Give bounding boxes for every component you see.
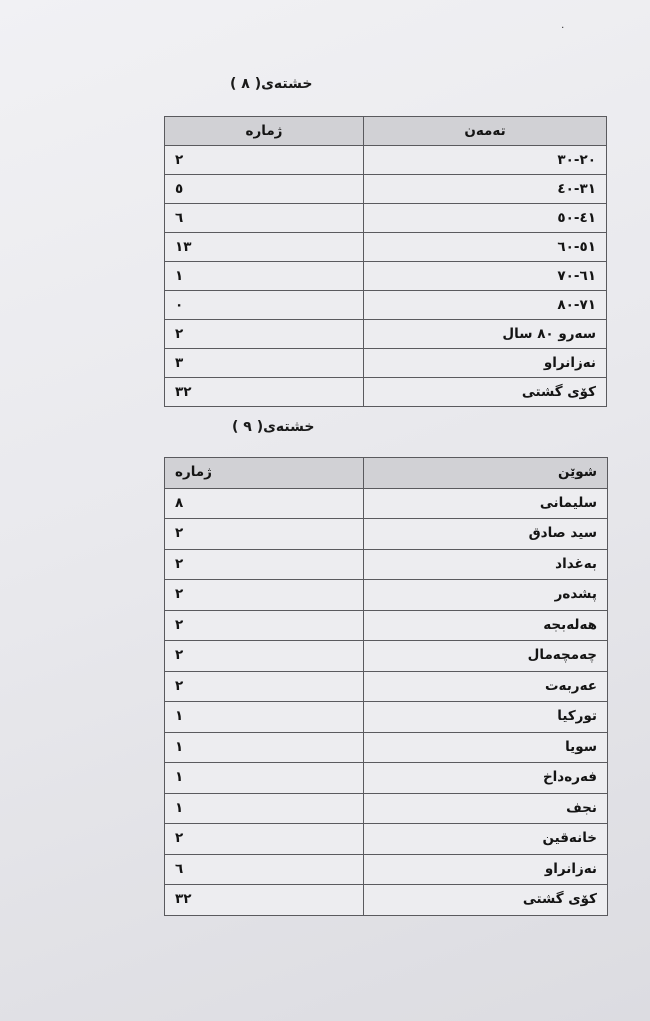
row-count: ١ [165, 262, 364, 291]
row-count: ١ [165, 702, 364, 733]
row-count: ٢ [165, 610, 364, 641]
table-header-row [165, 458, 608, 489]
row-count: ٦ [165, 854, 364, 885]
table-row [165, 854, 608, 885]
row-category: فەرەداخ [364, 763, 608, 794]
age-table [164, 116, 607, 407]
row-count: ٢ [165, 320, 364, 349]
row-count: ٢ [165, 549, 364, 580]
row-count: ١ [165, 763, 364, 794]
row-category: سلیمانی [364, 488, 608, 519]
row-count: ٥ [165, 175, 364, 204]
table-row [165, 763, 608, 794]
table-row [165, 204, 607, 233]
table-8-caption: خشتەی( ٨ ) [230, 76, 313, 92]
row-category: بەغداد [364, 549, 608, 580]
row-category: ٦١-٧٠ [364, 262, 607, 291]
row-count: ٢ [165, 519, 364, 550]
row-count: ١ [165, 732, 364, 763]
row-count: ٠ [165, 291, 364, 320]
row-category: ٤١-٥٠ [364, 204, 607, 233]
row-category: سەرو ٨٠ سال [364, 320, 607, 349]
table-row [165, 146, 607, 175]
row-category: خانەقین [364, 824, 608, 855]
row-category: نەزانراو [364, 854, 608, 885]
row-count: ٨ [165, 488, 364, 519]
row-category: پشدەر [364, 580, 608, 611]
table-row [165, 262, 607, 291]
table-row [165, 641, 608, 672]
row-count: ٢ [165, 580, 364, 611]
table-row [165, 580, 608, 611]
table-row [165, 549, 608, 580]
table-row [165, 671, 608, 702]
location-table-body [165, 458, 608, 916]
row-count: ١٣ [165, 233, 364, 262]
row-category: عەربەت [364, 671, 608, 702]
table-row [165, 349, 607, 378]
column-header-age: تەمەن [364, 117, 607, 146]
table-row [165, 702, 608, 733]
table-row [165, 610, 608, 641]
table-row [165, 233, 607, 262]
row-category: هەلەبجە [364, 610, 608, 641]
row-count: ٣٢ [165, 378, 364, 407]
row-count: ٣٢ [165, 885, 364, 916]
table-row [165, 519, 608, 550]
table-row [165, 320, 607, 349]
row-category: ٧١-٨٠ [364, 291, 607, 320]
table-total-row [165, 378, 607, 407]
row-category: نەزانراو [364, 349, 607, 378]
table-row [165, 732, 608, 763]
row-count: ٣ [165, 349, 364, 378]
row-category: چەمچەمال [364, 641, 608, 672]
row-category: کۆی گشتی [364, 885, 608, 916]
row-category: کۆی گشتی [364, 378, 607, 407]
row-category: نجف [364, 793, 608, 824]
column-header-count: ژمارە [165, 117, 364, 146]
row-category: سویا [364, 732, 608, 763]
table-header-row [165, 117, 607, 146]
row-count: ٢ [165, 824, 364, 855]
row-category: ٥١-٦٠ [364, 233, 607, 262]
table-9-caption: خشتەی( ٩ ) [232, 419, 315, 435]
page-mark: ٠ [560, 22, 566, 33]
table-total-row [165, 885, 608, 916]
table-row [165, 824, 608, 855]
row-category: ٣١-٤٠ [364, 175, 607, 204]
table-row [165, 175, 607, 204]
row-category: تورکیا [364, 702, 608, 733]
row-count: ٢ [165, 641, 364, 672]
location-table [164, 457, 608, 916]
table-row [165, 488, 608, 519]
column-header-location: شوێن [364, 458, 608, 489]
row-category: ٢٠-٣٠ [364, 146, 607, 175]
row-count: ١ [165, 793, 364, 824]
row-count: ٢ [165, 671, 364, 702]
row-count: ٦ [165, 204, 364, 233]
column-header-count: ژمارە [165, 458, 364, 489]
row-category: سید صادق [364, 519, 608, 550]
age-table-body [165, 117, 607, 407]
table-row [165, 291, 607, 320]
row-count: ٢ [165, 146, 364, 175]
table-row [165, 793, 608, 824]
